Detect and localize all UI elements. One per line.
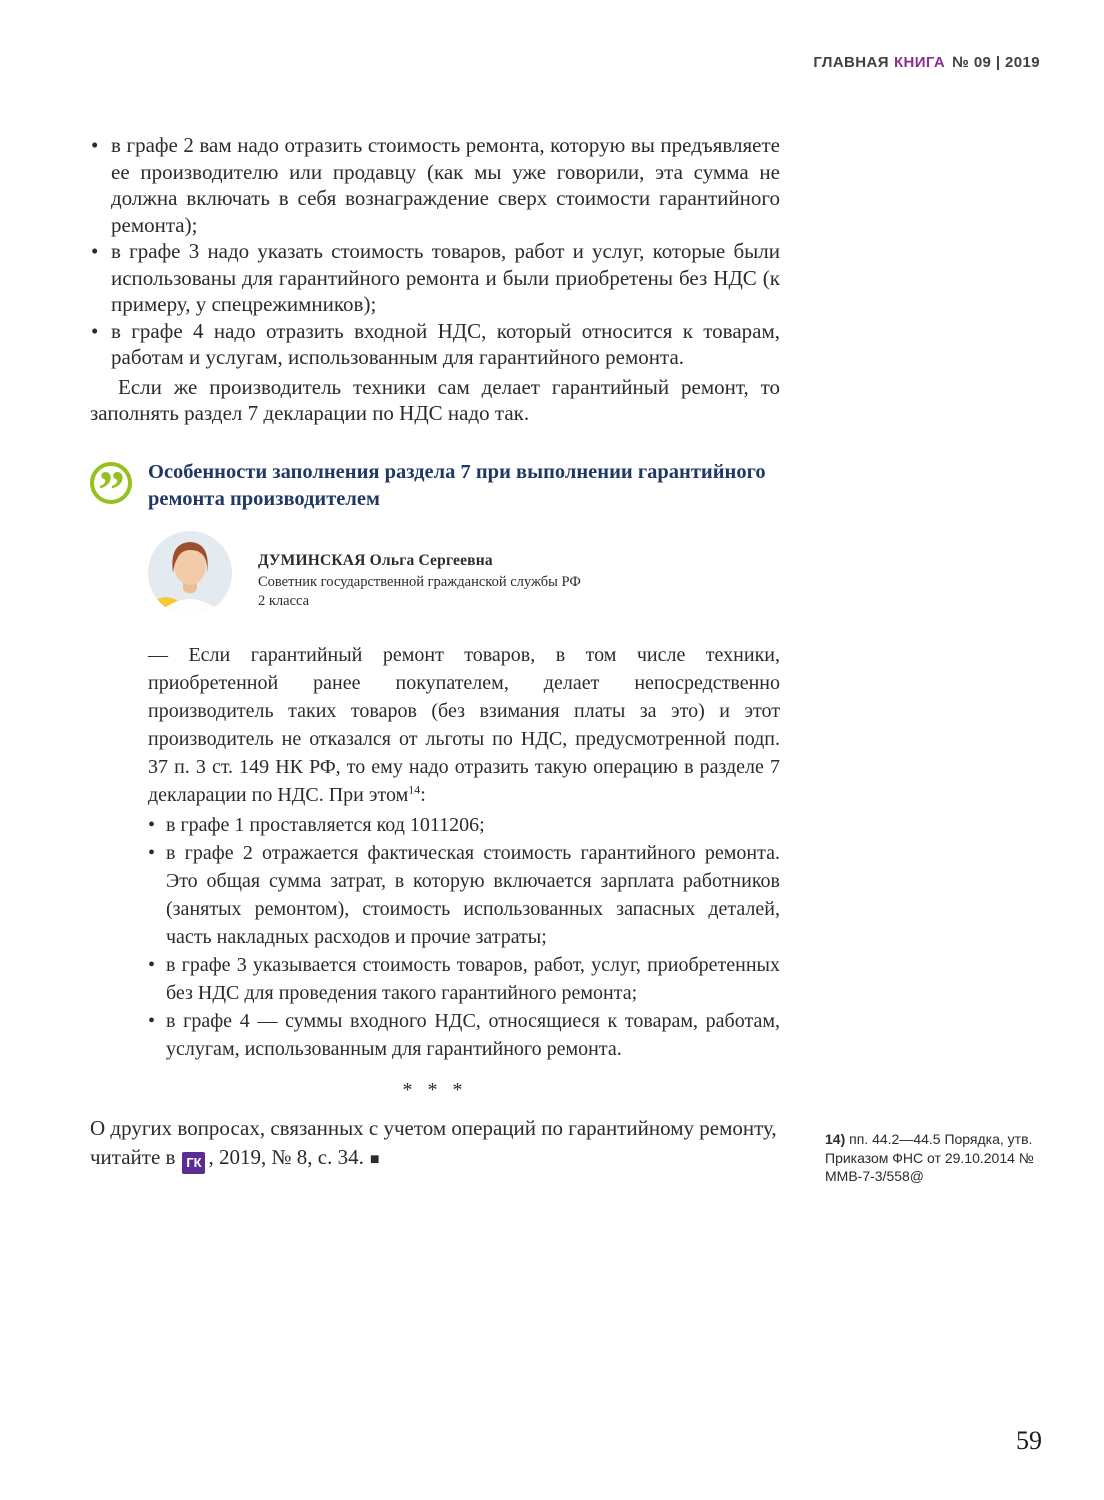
quote-marks-icon: ” <box>90 462 132 504</box>
quote-title: Особенности заполнения раздела 7 при выполнении гарантийного ремонта производителем <box>148 460 766 510</box>
bullet-text: в графе 4 — суммы входного НДС, относящиеся к товарам, работам, услугам, использованным для гарантийного ремонта. <box>166 1009 780 1060</box>
intro-paragraph: Если же производитель техники сам делает гарантийный ремонт, то заполнять раздел 7 декларации по НДС надо так. <box>90 374 780 425</box>
closing-paragraph <box>90 1114 780 1174</box>
quote-bullet-list <box>148 811 780 1063</box>
expert-name: ДУМИНСКАЯ Ольга Сергеевна <box>258 551 493 569</box>
list-item <box>90 132 780 238</box>
list-item <box>148 811 780 839</box>
brand-kniga: КНИГА <box>893 54 946 71</box>
brand-glavnaya: ГЛАВНАЯ <box>813 54 889 71</box>
gk-magazine-badge: ГК <box>182 1152 205 1174</box>
closing-text-after: , 2019, № 8, с. 34. <box>208 1144 364 1169</box>
page-number: 59 <box>1016 1426 1042 1455</box>
bullet-icon: • <box>148 813 156 836</box>
bullet-icon: • <box>91 318 99 343</box>
bullet-icon: • <box>148 1009 156 1032</box>
bullet-icon: • <box>91 133 99 157</box>
sidebar-footnote <box>825 1130 1053 1186</box>
person-portrait-icon <box>148 531 232 615</box>
bullet-icon: • <box>148 841 156 864</box>
quote-lead-colon: : <box>420 783 426 806</box>
expert-meta <box>258 531 581 611</box>
list-item <box>148 839 780 951</box>
bullet-icon: • <box>148 953 156 976</box>
main-column <box>90 132 780 1174</box>
article-end-mark: ■ <box>369 1150 380 1168</box>
bullet-text: в графе 3 указывается стоимость товаров, работ, услуг, приобретенных без НДС для проведения такого гарантийного ремонта; <box>166 953 780 1004</box>
bullet-text: в графе 2 вам надо отразить стоимость ремонта, которую вы предъявляете ее производителю или продавцу (как мы уже говорили, эта сумма не должна включать в себя вознаграждение сверх стоимости гарантийного ремонта); <box>111 133 780 237</box>
section-separator: * * * <box>402 1078 468 1101</box>
bullet-text: в графе 4 надо отразить входной НДС, который относится к товарам, работам и услугам, использованным для гарантийного ремонта. <box>111 318 780 369</box>
bullet-icon: • <box>91 239 99 263</box>
list-item <box>90 318 780 371</box>
expert-block <box>148 531 780 615</box>
issue-number: № 09 | 2019 <box>952 54 1040 71</box>
closing-text-before: О других вопросах, связанных с учетом операций по гарантийному ремонту, читайте в <box>90 1115 777 1169</box>
bullet-text: в графе 3 надо указать стоимость товаров, работ и услуг, которые были использованы для гарантийного ремонта и были приобретены без НДС (к примеру, у спецрежимников); <box>111 239 780 316</box>
bullet-text: в графе 1 проставляется код 1011206; <box>166 813 485 836</box>
quote-lead-text: — Если гарантийный ремонт товаров, в том числе техники, приобретенной ранее покупателем, делает непосредственно производитель таких товаров (без взимания платы за это) и этот производитель не отказался от льготы по НДС, предусмотренной подп. 37 п. 3 ст. 149 НК РФ, то ему надо отразить такую операцию в разделе 7 декларации по НДС. При этом <box>148 643 780 806</box>
bullet-text: в графе 2 отражается фактическая стоимость гарантийного ремонта. Это общая сумма затрат, в которую включается зарплата работников (занятых ремонтом), стоимость использованных запасных деталей, часть накладных расходов и прочие затраты; <box>166 841 780 948</box>
expert-quote-section <box>90 459 780 1063</box>
expert-role-line1: Советник государственной гражданской службы РФ <box>258 573 581 590</box>
list-item <box>148 951 780 1007</box>
list-item <box>148 1007 780 1063</box>
intro-bullet-list <box>90 132 780 371</box>
footnote-text: пп. 44.2—44.5 Порядка, утв. Приказом ФНС от 29.10.2014 № ММВ-7-3/558@ <box>825 1131 1034 1184</box>
footnote-ref-14: 14 <box>408 781 421 796</box>
list-item <box>90 238 780 318</box>
expert-photo <box>148 531 232 615</box>
footnote-number: 14) <box>825 1131 846 1147</box>
page-header <box>813 54 1040 71</box>
expert-role-line2: 2 класса <box>258 592 310 609</box>
quote-lead-paragraph <box>148 641 780 809</box>
